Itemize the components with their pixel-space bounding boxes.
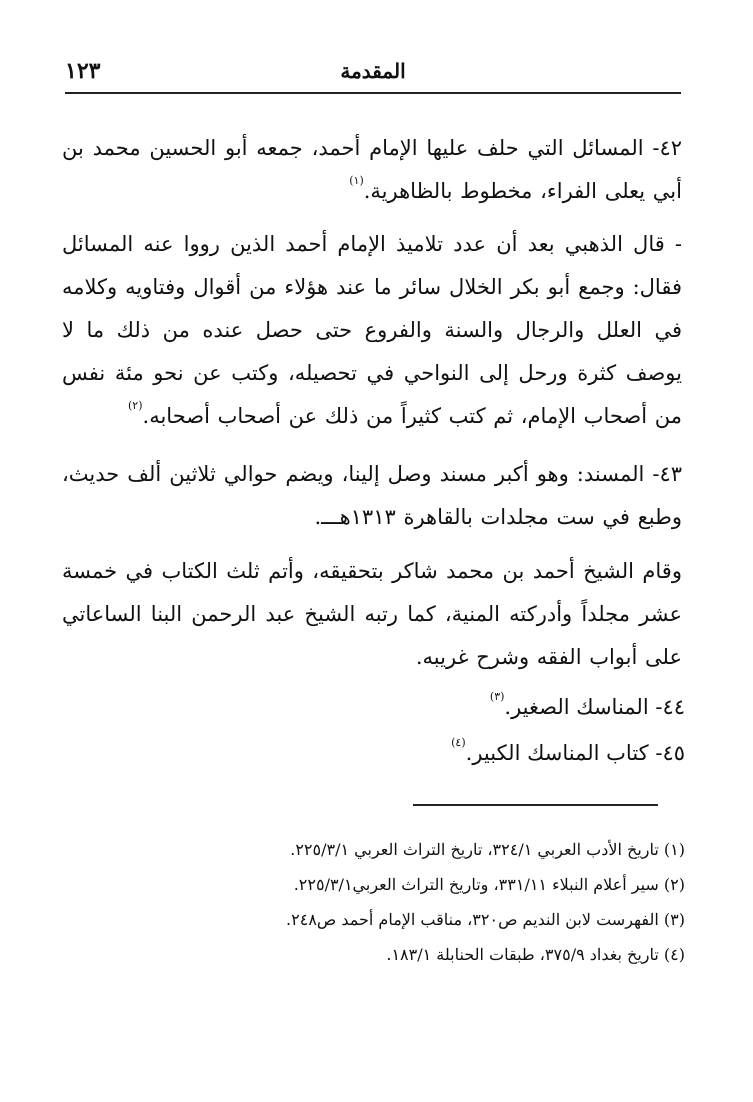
paragraph-item-43-text: ٤٣- المسند: وهو أكبر مسند وصل إلينا، ويضم حوالي ثلاثين ألف حديث، وطبع في ست مجلدات بالقاهرة ١٣١٣هـــ. [62,462,682,529]
list-item-45 [451,735,685,771]
page-number: ١٢٣ [65,58,101,84]
list-item-45-text: ٤٥- كتاب المناسك الكبير. [465,741,685,765]
footnote-marker-4: (٤) [451,736,466,749]
paragraph-item-43 [62,453,682,539]
footnote-3: (٣) الفهرست لابن النديم ص٣٢٠، مناقب الإمام أحمد ص٢٤٨. [286,910,685,929]
footnote-1: (١) تاريخ الأدب العربي ٣٢٤/١، تاريخ التراث العربي ٢٢٥/٣/١. [290,840,685,859]
running-title: المقدمة [340,59,406,83]
footnote-2: (٢) سير أعلام النبلاء ٣٣١/١١، وتاريخ التراث العربي٢٢٥/٣/١. [293,875,685,894]
paragraph-dhahabi-quote [62,223,682,438]
list-item-44-text: ٤٤- المناسك الصغير. [504,695,685,719]
footnote-separator [413,804,658,806]
page-header [65,58,681,90]
footnote-marker-2: (٢) [128,399,143,412]
paragraph-item-42 [62,127,682,213]
paragraph-shakir-edition [62,550,682,679]
footnote-marker-1: (١) [349,174,364,187]
paragraph-shakir-edition-text: وقام الشيخ أحمد بن محمد شاكر بتحقيقه، وأتم ثلث الكتاب في خمسة عشر مجلداً وأدركته المنية، كما رتبه الشيخ عبد الرحمن البنا الساعاتي على أبواب الفقه وشرح غريبه. [62,559,682,669]
footnotes [75,832,685,972]
paragraph-dhahabi-quote-text: - قال الذهبي بعد أن عدد تلاميذ الإمام أحمد الذين رووا عنه المسائل فقال: وجمع أبو بكر الخلال سائر ما عند هؤلاء من أقوال وفتاويه وكلامه في العلل والرجال والسنة والفروع حتى حصل عنده من ذلك ما لا يوصف كثرة ورحل إلى النواحي في تحصيله، وكتب عن نحو مئة نفس من أصحاب الإمام، ثم كتب كثيراً من ذلك عن أصحاب أصحابه. [62,232,682,428]
footnote-4: (٤) تاريخ بغداد ٣٧٥/٩، طبقات الحنابلة ١٨٣/١. [386,945,685,964]
list-item-44 [490,689,685,725]
paragraph-item-42-text: ٤٢- المسائل التي حلف عليها الإمام أحمد، جمعه أبو الحسين محمد بن أبي يعلى الفراء، مخطوط بالظاهرية. [62,136,682,203]
footnote-marker-3: (٣) [489,690,505,703]
header-rule [65,92,681,94]
